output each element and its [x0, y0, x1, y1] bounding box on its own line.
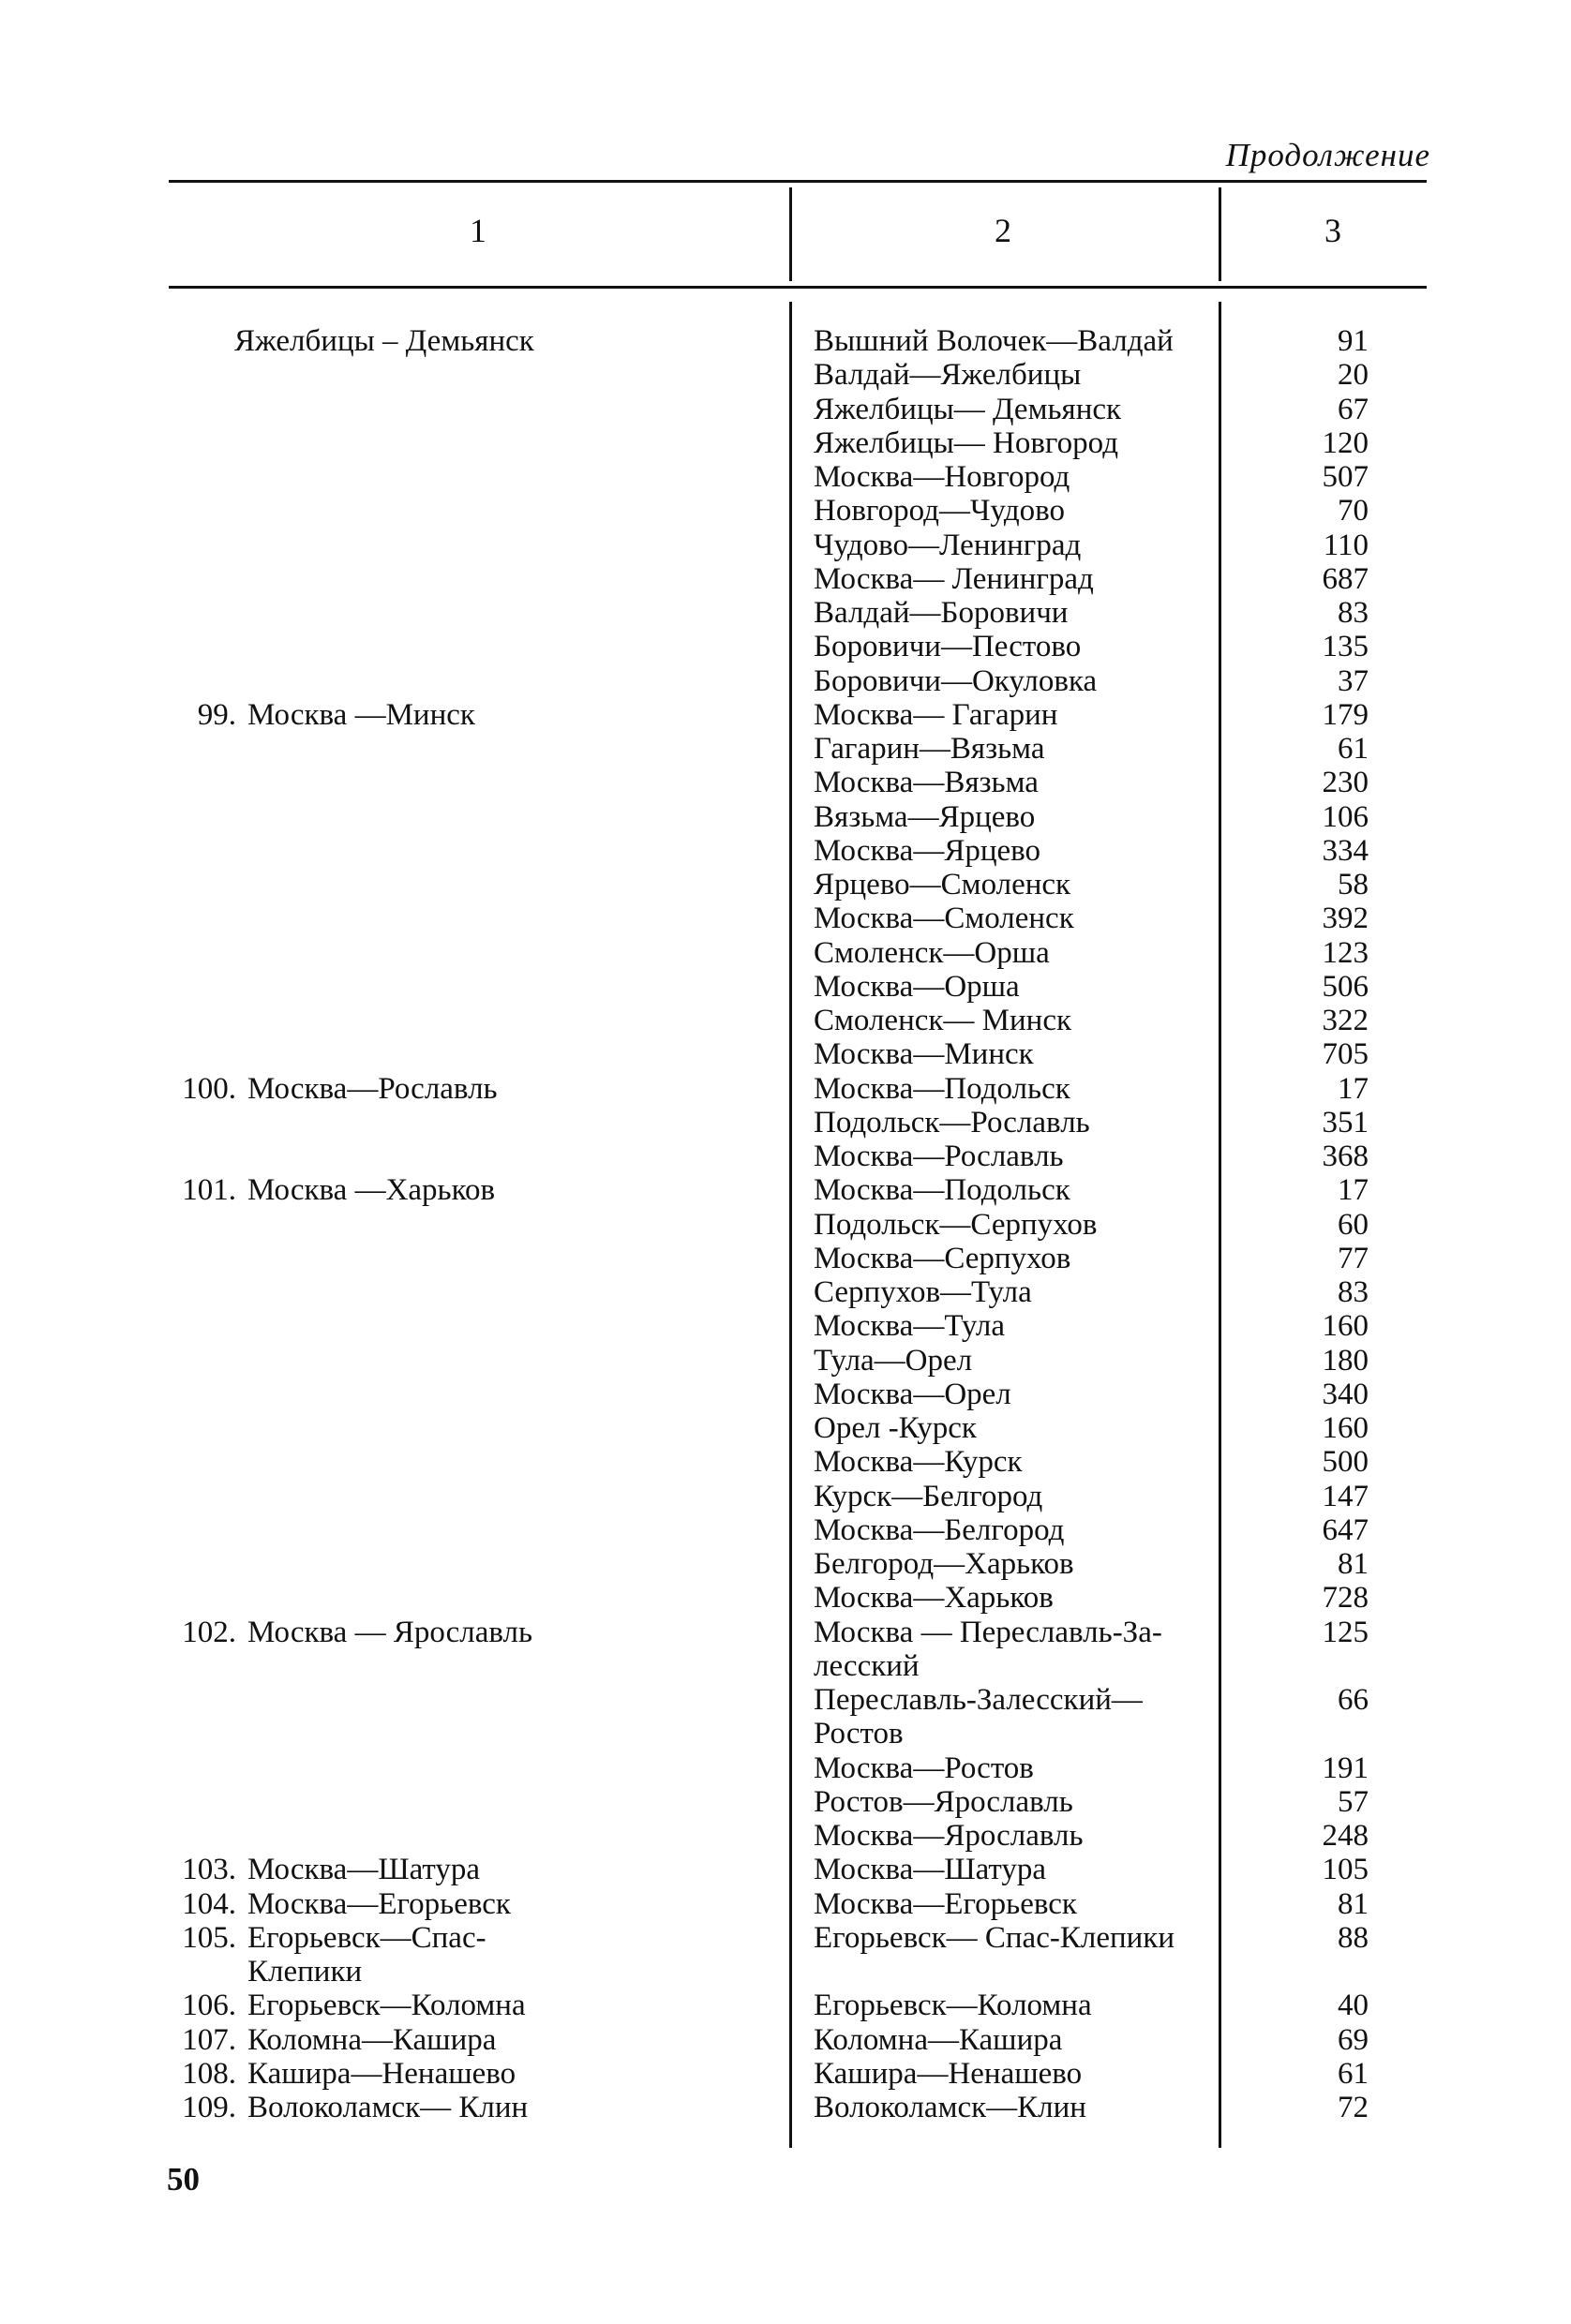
- table-row: [0, 800, 1571, 834]
- route-cell: [161, 1275, 247, 1309]
- route-cell: [161, 426, 247, 460]
- continuation-label: Продолжение: [1225, 137, 1430, 173]
- distance-cell: 110: [1323, 528, 1369, 562]
- table-row: [0, 664, 1571, 698]
- table-row: [0, 1513, 1571, 1547]
- table-row: [0, 2023, 1571, 2057]
- route-cell: [161, 2057, 516, 2091]
- distance-cell: 81: [1338, 1886, 1369, 1921]
- distance-cell: 191: [1322, 1750, 1369, 1785]
- table-row: [0, 1683, 1571, 1717]
- route-name: Яжелбицы – Демьянск: [234, 324, 534, 358]
- distance-cell: 340: [1322, 1377, 1369, 1411]
- distance-cell: 705: [1322, 1037, 1369, 1072]
- route-cell: [161, 1581, 247, 1615]
- segment-cell: Яжелбицы— Новгород: [814, 425, 1118, 460]
- segment-cell: Москва—Белгород: [814, 1512, 1065, 1547]
- segment-cell: Москва—Подольск: [814, 1173, 1070, 1208]
- route-cell: [161, 766, 247, 799]
- segment-cell: Москва—Ростов: [814, 1750, 1034, 1785]
- distance-cell: 125: [1322, 1615, 1369, 1649]
- segment-cell: Новгород—Чудово: [814, 494, 1065, 529]
- route-cell: [148, 324, 534, 358]
- distance-cell: 67: [1338, 392, 1369, 426]
- segment-cell: Курск—Белгород: [814, 1479, 1043, 1513]
- distance-cell: 180: [1322, 1343, 1369, 1378]
- route-cell: [161, 936, 247, 970]
- header-divider-1: [789, 187, 792, 281]
- route-cell: [161, 1378, 247, 1411]
- distance-cell: 120: [1322, 425, 1369, 460]
- segment-cell: Орел -Курск: [814, 1411, 977, 1445]
- route-cell: [161, 732, 247, 766]
- distance-cell: 57: [1338, 1784, 1369, 1819]
- table-row: [0, 1819, 1571, 1853]
- table-row: [0, 2091, 1571, 2124]
- route-name: Егорьевск—Коломна: [247, 1989, 526, 2023]
- table-row: [0, 1378, 1571, 1411]
- segment-cell: Москва—Новгород: [814, 460, 1070, 494]
- distance-cell: 248: [1322, 1819, 1369, 1853]
- segment-cell: Москва—Харьков: [814, 1581, 1054, 1616]
- route-cell: [161, 1683, 247, 1717]
- table-row: [0, 698, 1571, 732]
- route-cell: [161, 1649, 247, 1683]
- segment-cell: Гагарин—Вязьма: [814, 732, 1045, 766]
- segment-cell: Кашира—Ненашево: [814, 2056, 1083, 2091]
- table-row: [0, 1072, 1571, 1106]
- distance-cell: 61: [1338, 732, 1369, 766]
- route-cell: [161, 901, 247, 935]
- route-number: 100.: [182, 1071, 236, 1106]
- segment-cell: Подольск—Рославль: [814, 1105, 1090, 1140]
- segment-cell: Валдай—Яжелбицы: [814, 358, 1082, 393]
- column-header-1: 1: [470, 212, 486, 249]
- route-cell: [161, 1072, 498, 1106]
- route-cell: [161, 596, 247, 630]
- table-row: [0, 868, 1571, 901]
- table-row: [0, 1140, 1571, 1173]
- table-row: [0, 630, 1571, 663]
- segment-cell: Москва—Егорьевск: [814, 1886, 1077, 1921]
- table-row: [0, 1751, 1571, 1785]
- table-row: [0, 1480, 1571, 1513]
- route-cell: [161, 1989, 526, 2022]
- distance-cell: 40: [1338, 1989, 1369, 2023]
- route-name: Егорьевск—Спас-: [247, 1920, 486, 1955]
- route-cell: [161, 664, 247, 698]
- segment-cell: Боровичи—Окуловка: [814, 663, 1098, 698]
- table-row: [0, 901, 1571, 935]
- table-row: [0, 596, 1571, 630]
- table-header-rule: [169, 286, 1427, 289]
- segment-cell: Москва—Рославль: [814, 1140, 1064, 1173]
- route-cell: [161, 358, 247, 392]
- route-number: 107.: [182, 2022, 236, 2057]
- segment-cell: Белгород—Харьков: [814, 1547, 1074, 1581]
- distance-cell: 687: [1322, 561, 1369, 596]
- distance-cell: 392: [1322, 901, 1369, 936]
- segment-cell: Чудово—Ленинград: [814, 528, 1082, 562]
- route-cell: [161, 1208, 247, 1242]
- segment-cell: Смоленск— Минск: [814, 1004, 1072, 1037]
- table-row: [0, 1208, 1571, 1242]
- distance-cell: 17: [1338, 1071, 1369, 1106]
- segment-cell: Яжелбицы— Демьянск: [814, 392, 1122, 426]
- distance-cell: 66: [1338, 1683, 1369, 1717]
- table-row: [0, 1344, 1571, 1378]
- route-cell: [161, 1717, 247, 1750]
- route-number: 109.: [182, 2091, 236, 2124]
- route-cell: [161, 1785, 247, 1819]
- segment-cell: Москва—Подольск: [814, 1071, 1070, 1106]
- distance-cell: 160: [1322, 1411, 1369, 1445]
- route-cell: [161, 1547, 247, 1581]
- route-cell: [161, 494, 247, 528]
- table-row: [0, 1581, 1571, 1615]
- table-row: [0, 1616, 1571, 1649]
- distance-cell: 135: [1322, 630, 1369, 664]
- distance-cell: 160: [1322, 1309, 1369, 1344]
- segment-cell: Москва—Ярцево: [814, 833, 1040, 868]
- distance-cell: 179: [1322, 697, 1369, 732]
- segment-cell: Вышний Волочек—Валдай: [814, 324, 1174, 358]
- table-row: [0, 766, 1571, 799]
- route-number: 108.: [182, 2056, 236, 2091]
- segment-cell: Смоленск—Орша: [814, 935, 1050, 970]
- table-row: [0, 1649, 1571, 1683]
- distance-cell: 105: [1322, 1853, 1369, 1887]
- distance-cell: 20: [1338, 358, 1369, 393]
- distance-cell: 60: [1338, 1207, 1369, 1242]
- route-number: 105.: [182, 1920, 236, 1955]
- distance-cell: 37: [1338, 663, 1369, 698]
- route-number: 102.: [182, 1615, 236, 1649]
- column-header-3: 3: [1324, 212, 1341, 249]
- segment-cell: Москва—Орша: [814, 969, 1020, 1004]
- route-cell: [161, 970, 247, 1004]
- table-row: [0, 1853, 1571, 1886]
- distance-cell: 500: [1322, 1445, 1369, 1480]
- table-row: [0, 1785, 1571, 1819]
- table-row: [0, 460, 1571, 494]
- table-row: [0, 529, 1571, 562]
- route-cell: [161, 834, 247, 868]
- route-cell: [161, 529, 247, 562]
- distance-cell: 351: [1322, 1105, 1369, 1140]
- distance-cell: 322: [1322, 1004, 1369, 1037]
- table-row: [0, 1106, 1571, 1140]
- segment-cell: Подольск—Серпухов: [814, 1207, 1098, 1242]
- distance-cell: 70: [1338, 494, 1369, 529]
- table-row: [0, 1955, 1571, 1989]
- distance-cell: 69: [1338, 2022, 1369, 2057]
- table-row: [0, 1004, 1571, 1037]
- table-top-rule: [169, 180, 1427, 183]
- table-row: [0, 1275, 1571, 1309]
- table-row: [0, 732, 1571, 766]
- segment-cell: Серпухов—Тула: [814, 1275, 1032, 1309]
- distance-cell: 72: [1338, 2091, 1369, 2124]
- route-cell: [161, 1819, 247, 1853]
- table-row: [0, 1242, 1571, 1275]
- route-cell: [161, 1140, 247, 1173]
- route-cell: [161, 1411, 247, 1445]
- segment-cell: Ростов: [814, 1717, 904, 1751]
- table-row: [0, 1921, 1571, 1955]
- route-name: Коломна—Кашира: [247, 2022, 497, 2057]
- segment-cell: Егорьевск—Коломна: [814, 1989, 1092, 2023]
- table-row: [0, 494, 1571, 528]
- segment-cell: Москва—Орел: [814, 1377, 1011, 1411]
- segment-cell: Москва—Шатура: [814, 1853, 1047, 1887]
- route-cell: [161, 1445, 247, 1479]
- distance-cell: 506: [1322, 969, 1369, 1004]
- table-row: [0, 1717, 1571, 1750]
- segment-cell: Москва—Минск: [814, 1037, 1034, 1072]
- route-number: 106.: [182, 1989, 236, 2023]
- route-cell: [161, 1513, 247, 1547]
- distance-cell: 81: [1338, 1547, 1369, 1581]
- route-cell: [161, 1921, 486, 1955]
- table-row: [0, 2057, 1571, 2091]
- table-row: [0, 970, 1571, 1004]
- route-cell: [161, 460, 247, 494]
- table-row: [0, 834, 1571, 868]
- distance-cell: 61: [1338, 2056, 1369, 2091]
- route-cell: [161, 2091, 528, 2124]
- distance-cell: 368: [1322, 1140, 1369, 1173]
- route-cell: [161, 1616, 532, 1649]
- route-name: Москва—Шатура: [247, 1853, 481, 1887]
- route-cell: [161, 1004, 247, 1037]
- table-row: [0, 936, 1571, 970]
- segment-cell: Москва—Курск: [814, 1445, 1023, 1480]
- route-cell: [161, 698, 475, 732]
- segment-cell: Москва— Гагарин: [814, 697, 1058, 732]
- route-cell: [161, 1242, 247, 1275]
- route-cell: [161, 1344, 247, 1378]
- table-row: [0, 358, 1571, 392]
- route-name: Москва —Минск: [247, 697, 475, 732]
- route-cell: [161, 868, 247, 901]
- segment-cell: Москва—Вязьма: [814, 766, 1039, 800]
- table-row: [0, 1309, 1571, 1343]
- table-row: [0, 1445, 1571, 1479]
- route-name: Кашира—Ненашево: [247, 2056, 516, 2091]
- table-row: [0, 1411, 1571, 1445]
- route-cell: [161, 800, 247, 834]
- segment-cell: лесский: [814, 1648, 920, 1683]
- route-name: Москва —Харьков: [247, 1173, 496, 1208]
- distance-cell: 230: [1322, 766, 1369, 800]
- route-cell: [161, 562, 247, 596]
- route-name: Москва—Егорьевск: [247, 1886, 511, 1921]
- segment-cell: Волоколамск—Клин: [814, 2091, 1086, 2124]
- distance-cell: 83: [1338, 596, 1369, 630]
- route-name: Клепики: [247, 1955, 363, 1989]
- distance-cell: 17: [1338, 1173, 1369, 1208]
- route-name: Москва—Рославль: [247, 1071, 498, 1106]
- route-cell: [161, 1853, 480, 1886]
- route-number: 101.: [182, 1173, 236, 1208]
- table-row: [0, 393, 1571, 426]
- route-cell: [161, 1480, 247, 1513]
- segment-cell: Москва — Переславль-За-: [814, 1615, 1162, 1649]
- distance-cell: 647: [1322, 1512, 1369, 1547]
- table-row: [0, 562, 1571, 596]
- distance-cell: 91: [1338, 324, 1369, 358]
- segment-cell: Вязьма—Ярцево: [814, 799, 1036, 834]
- route-name: Москва — Ярославль: [247, 1615, 533, 1649]
- route-number: 103.: [182, 1853, 236, 1887]
- distance-cell: 334: [1322, 833, 1369, 868]
- route-cell: [161, 1106, 247, 1140]
- route-cell: [161, 1751, 247, 1785]
- segment-cell: Москва—Ярославль: [814, 1819, 1084, 1853]
- route-cell: [161, 1309, 247, 1343]
- segment-cell: Москва— Ленинград: [814, 561, 1094, 596]
- segment-cell: Переславль-Залесский—: [814, 1683, 1143, 1717]
- distance-cell: 728: [1322, 1581, 1369, 1616]
- segment-cell: Ярцево—Смоленск: [814, 868, 1071, 901]
- segment-cell: Москва—Серпухов: [814, 1241, 1071, 1275]
- segment-cell: Егорьевск— Спас-Клепики: [814, 1920, 1175, 1955]
- table-row: [0, 1037, 1571, 1071]
- table-row: [0, 324, 1571, 358]
- route-cell: [161, 1037, 247, 1071]
- distance-cell: 83: [1338, 1275, 1369, 1309]
- distance-cell: 123: [1322, 935, 1369, 970]
- distance-cell: 507: [1322, 460, 1369, 494]
- distance-cell: 88: [1338, 1920, 1369, 1955]
- table-row: [0, 1989, 1571, 2022]
- segment-cell: Ростов—Ярославль: [814, 1784, 1073, 1819]
- page-number: 50: [167, 2161, 200, 2197]
- table-row: [0, 1547, 1571, 1581]
- column-header-2: 2: [995, 212, 1011, 249]
- segment-cell: Москва—Тула: [814, 1309, 1005, 1344]
- segment-cell: Валдай—Боровичи: [814, 596, 1069, 630]
- distance-cell: 77: [1338, 1241, 1369, 1275]
- distance-cell: 106: [1322, 799, 1369, 834]
- route-cell: [161, 1173, 495, 1207]
- route-number: 104.: [182, 1886, 236, 1921]
- segment-cell: Коломна—Кашира: [814, 2022, 1063, 2057]
- table-row: [0, 1887, 1571, 1921]
- segment-cell: Москва—Смоленск: [814, 901, 1074, 936]
- route-cell: [161, 1955, 362, 1989]
- route-cell: [161, 1887, 511, 1921]
- distance-cell: 58: [1338, 868, 1369, 901]
- segment-cell: Тула—Орел: [814, 1343, 973, 1378]
- route-name: Волоколамск— Клин: [247, 2091, 529, 2124]
- table-row: [0, 1173, 1571, 1207]
- distance-cell: 147: [1322, 1479, 1369, 1513]
- route-cell: [161, 630, 247, 663]
- table-row: [0, 426, 1571, 460]
- route-cell: [161, 393, 247, 426]
- header-divider-2: [1219, 187, 1221, 281]
- route-cell: [161, 2023, 496, 2057]
- segment-cell: Боровичи—Пестово: [814, 630, 1082, 664]
- route-number: 99.: [197, 697, 236, 732]
